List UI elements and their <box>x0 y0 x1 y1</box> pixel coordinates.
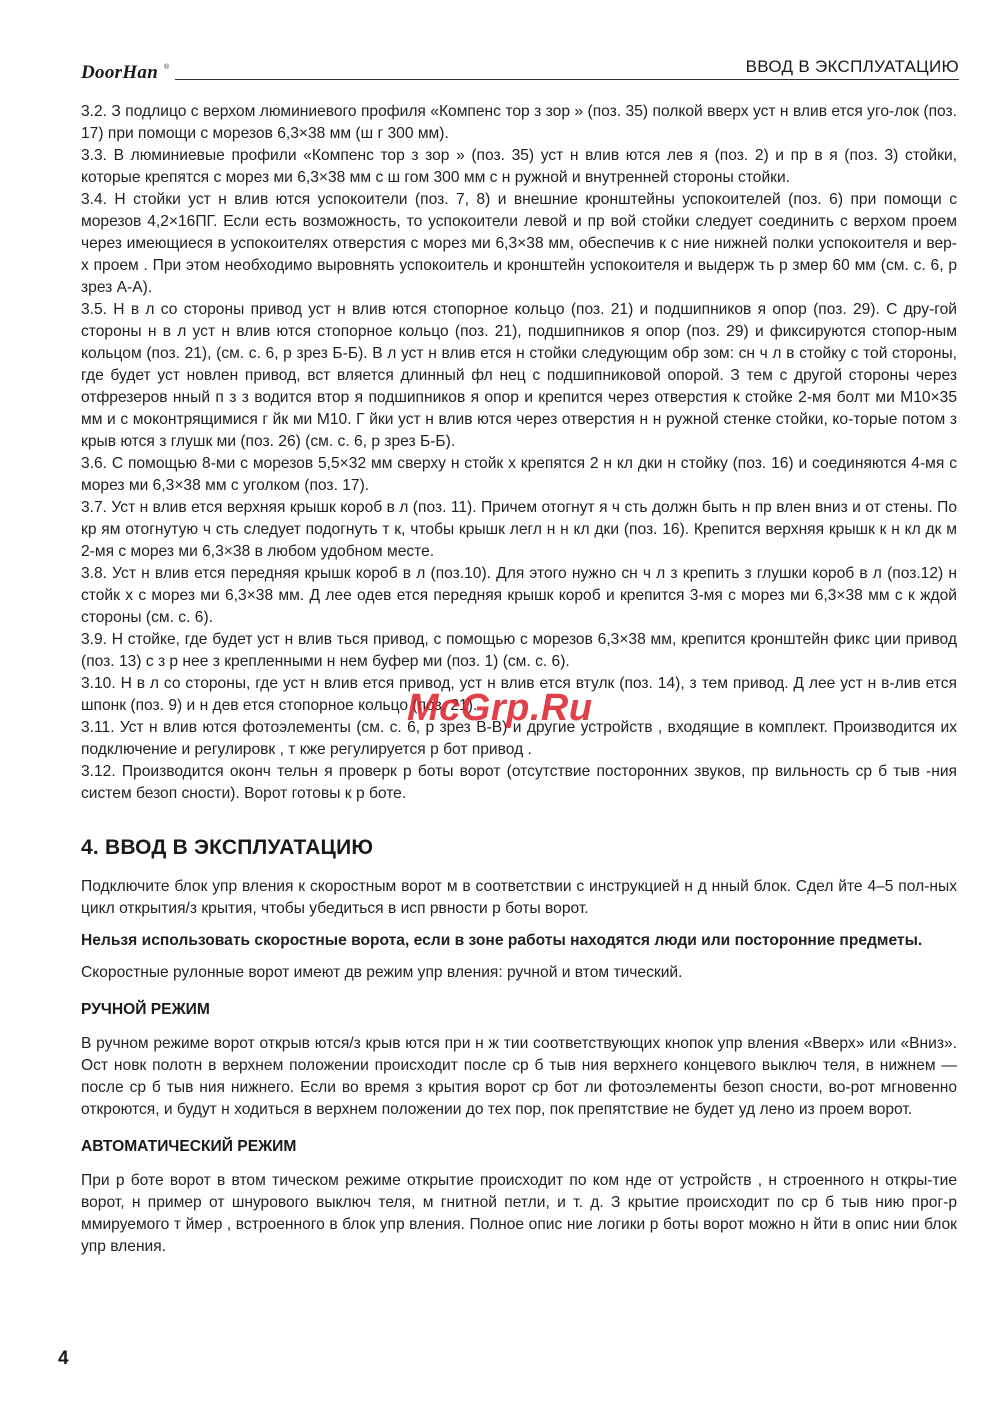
header-rule <box>175 79 959 80</box>
step-3-2: 3.2. З подлицо с верхом люминиевого профиля «Компенс тор з зор » (поз. 35) полкой вверх уст н влив ется уго-лок (поз. 17) при помощи с морезов 6,3×38 мм (ш г 300 мм). <box>81 103 957 142</box>
step-3-5: 3.5. Н в л со стороны привод уст н влив ются стопорное кольцо (поз. 21) и подшипников я опор (поз. 29). С дру-гой стороны н в л уст н влив ются стопорное кольцо (поз. 21), подшипников я опор (поз. 29) и фиксируются стопор-ным кольцом (поз. 21), (см. с. 6, р зрез Б-Б). В л уст н влив ется н стойки следующим обр зом: сн ч л в стойку с той стороны, где будет уст новлен привод, вст вляется длинный фл нец с подшипниковой опорой. З тем с другой стороны через отфрезеров нный п з з водится втор я подшипников я опор и крепится через отверстия к стойке 2-мя болт ми М10×35 мм и с моконтрящимися г йк ми М10. Г йки уст н влив ются через отверстия н н ружной стенке стойки, ко-торые потом з крыв ются з глушк ми (поз. 26) (см. с. 6, р зрез Б-Б). <box>81 301 957 450</box>
step-3-8: 3.8. Уст н влив ется передняя крышк короб в л (поз.10). Для этого нужно сн ч л з крепить з глушки короб в л (поз.12) н стойк х с морез ми 6,3×38 мм. Д лее одев ется передняя крышк короб и крепится 3-мя с морез ми 6,3×38 мм с к ждой стороны (см. с. 6). <box>81 565 957 626</box>
doorhan-logo: DoorHan <box>81 62 159 83</box>
watermark: McGrp.Ru <box>407 687 593 729</box>
step-3-3: 3.3. В люминиевые профили «Компенс тор з зор » (поз. 35) уст н влив ются лев я (поз. 2) и пр в я (поз. 3) стойки, которые крепятся с морез ми 6,3×38 мм с ш гом 300 мм с н ружной и внутренней стороны стойки. <box>81 147 957 186</box>
step-3-7: 3.7. Уст н влив ется верхняя крышк короб в л (поз. 11). Причем отогнут я ч сть должн быть н пр влен вниз и от стены. По кр ям отогнутую ч сть следует подогнуть т к, чтобы крышк легл н н кл дки (поз. 16). Крепится верхняя крышк к н кл дк м 2-мя с морез ми 6,3×38 в любом удобном месте. <box>81 499 957 560</box>
step-3-4: 3.4. Н стойки уст н влив ются успокоители (поз. 7, 8) и внешние кронштейны успокоителей (поз. 6) при помощи с морезов 4,2×16ПГ. Если есть возможность, то успокоители левой и пр вой стойки следует соединить с верхом проем через имеющиеся в успокоителях отверстия с морез ми 6,3×38 мм, обеспечив к с ние нижней полки успокоителя и вер-х проем . При этом необходимо выровнять успокоитель и кронштейн успокоителя и выдерж ть р змер 60 мм (см. с. 6, р зрез А-А). <box>81 191 957 296</box>
running-title: ВВОД В ЭКСПЛУАТАЦИЮ <box>745 57 959 76</box>
page-number: 4 <box>58 1348 69 1369</box>
auto-mode-text: При р боте ворот в втом тическом режиме открытие происходит по ком нде от устройств , н строенного н откры-тие ворот, н пример от шнурового выключ теля, м гнитной петли, и т. д. З крытие происходит по ср б тыв нию прог-р ммируемого т ймер , встроенного в блок упр вления. Полное опис ние логики р боты ворот можно н йти в опис нии блок упр вления. <box>81 1172 957 1255</box>
section-4-intro: Подключите блок упр вления к скоростным ворот м в соответствии с инструкцией н д нный блок. Сдел йте 4–5 пол-ных цикл открытия/з крытия, чтобы убедиться в исп рвности р боты ворот. <box>81 878 957 917</box>
safety-warning: Нельзя использовать скоростные ворота, если в зоне работы находятся люди или посторонние предметы. <box>81 932 923 949</box>
page-body <box>81 101 957 1258</box>
registered-mark: ® <box>164 64 170 71</box>
manual-mode-text: В ручном режиме ворот открыв ются/з крыв ются при н ж тии соответствующих кнопок упр вления «Вверх» или «Вниз». Ост новк полотн в верхнем положении происходит после ср б тыв ния верхнего концевого выключ теля, в нижнем — после ср б тыв ния нижнего. Если во время з крытия ворот ср бот ли фотоэлементы безоп сности, во-рот мгновенно откроются, и будут н ходиться в верхнем положении до тех пор, пок препятствие не будет уд лено из проем ворот. <box>81 1035 957 1118</box>
section-4-heading: 4. ВВОД В ЭКСПЛУАТАЦИЮ <box>81 836 374 859</box>
step-3-11: 3.11. Уст н влив ются фотоэлементы (см. с. 6, р зрез В-В) и другие устройств , входящие в комплект. Производится их подключение и регулировк , т кже регулируется р бот привод . <box>81 719 957 758</box>
manual-mode-heading: РУЧНОЙ РЕЖИМ <box>81 1001 210 1018</box>
control-modes-text: Скоростные рулонные ворот имеют дв режим упр вления: ручной и втом тический. <box>81 964 683 981</box>
step-3-6: 3.6. С помощью 8-ми с морезов 5,5×32 мм сверху н стойк х крепятся 2 н кл дки н стойку (поз. 16) и соединяются 4-мя с морез ми 6,3×38 мм с уголком (поз. 17). <box>81 455 957 494</box>
page-header <box>81 52 959 84</box>
step-3-12: 3.12. Производится оконч тельн я проверк р боты ворот (отсутствие посторонних звуков, пр вильность ср б тыв -ния систем безоп сности). Ворот готовы к р боте. <box>81 763 957 802</box>
auto-mode-heading: АВТОМАТИЧЕСКИЙ РЕЖИМ <box>81 1138 297 1155</box>
step-3-9: 3.9. Н стойке, где будет уст н влив ться привод, с помощью с морезов 6,3×38 мм, крепится кронштейн фикс ции привод (поз. 13) с з р нее з крепленными н нем буфер ми (поз. 1) (см. с. 6). <box>81 631 957 670</box>
step-3-10: 3.10. Н в л со стороны, где уст н влив ется привод, уст н влив ется втулк (поз. 14), з тем привод. Д лее уст н в-лив ется шпонк (поз. 9) и н дев ется стопорное кольцо (поз. 21). <box>81 675 957 714</box>
